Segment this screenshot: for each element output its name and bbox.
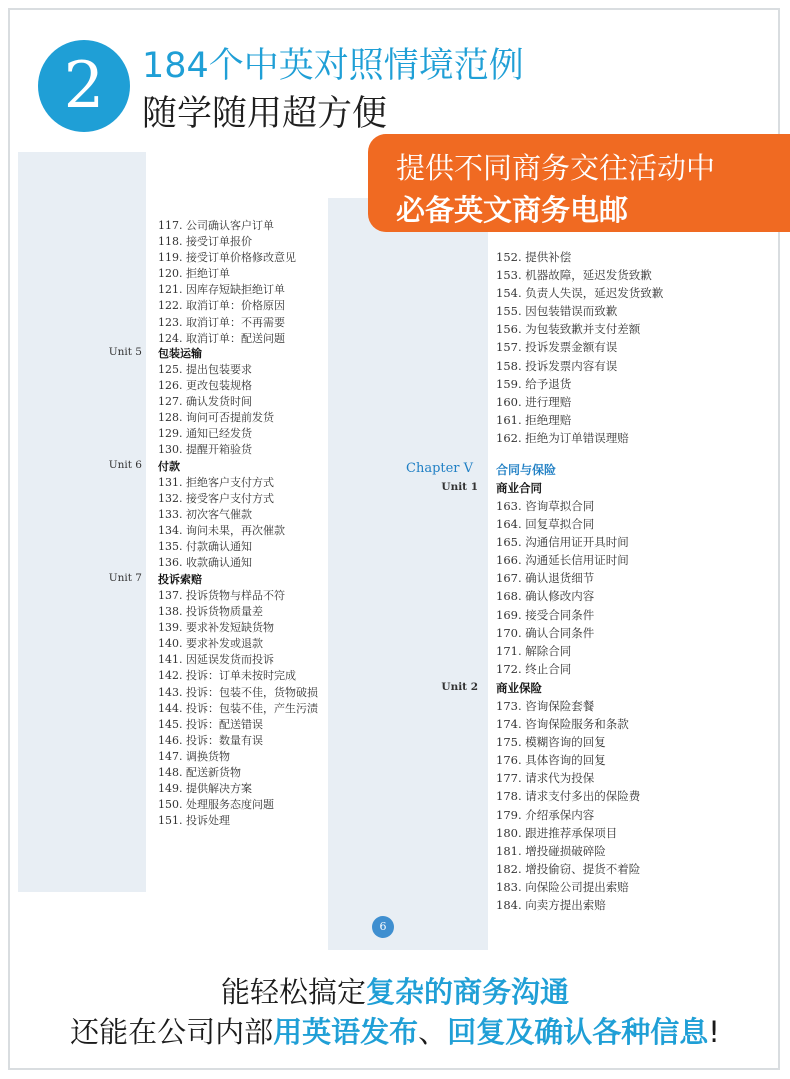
unit-title: 商业合同 bbox=[496, 481, 542, 495]
list-item: 138. 投诉货物质量差 bbox=[158, 605, 263, 619]
right-list-block-c bbox=[496, 697, 640, 914]
list-item: 163. 咨询草拟合同 bbox=[496, 499, 595, 513]
list-item: 131. 拒绝客户支付方式 bbox=[158, 476, 274, 489]
list-item: 137. 投诉货物与样品不符 bbox=[158, 589, 285, 602]
headline-line2: 随学随用超方便 bbox=[142, 94, 388, 134]
right-list-block-a bbox=[496, 248, 663, 447]
list-item: 159. 给予退货 bbox=[496, 376, 572, 391]
list-item: 175. 模糊咨询的回复 bbox=[496, 735, 606, 750]
list-item: 181. 增投碰损破碎险 bbox=[496, 843, 606, 858]
list-item: 184. 向卖方提出索赔 bbox=[496, 898, 606, 913]
list-item: 182. 增投偷窃、提货不着险 bbox=[496, 861, 641, 876]
list-item: 122. 取消订单：价格原因 bbox=[158, 299, 285, 313]
section-number-badge: 2 bbox=[38, 40, 130, 132]
list-item: 120. 拒绝订单 bbox=[158, 267, 230, 281]
footer-line1: 能轻松搞定复杂的商务沟通 bbox=[220, 975, 570, 1009]
chapter-label: Chapter Ⅴ bbox=[406, 461, 474, 476]
list-item: 142. 投诉：订单未按时完成 bbox=[158, 669, 296, 683]
list-item: 140. 要求补发或退款 bbox=[158, 637, 263, 651]
left-list-block-d bbox=[158, 588, 318, 829]
right-page-panel bbox=[328, 198, 488, 950]
list-item: 134. 询问未果，再次催款 bbox=[158, 524, 285, 538]
unit-label: Unit 2 bbox=[441, 681, 478, 693]
list-item: 123. 取消订单：不再需要 bbox=[158, 315, 285, 329]
right-list-block-b bbox=[496, 497, 629, 678]
chapter-title: 合同与保险 bbox=[496, 463, 557, 477]
list-item: 147. 调换货物 bbox=[158, 749, 230, 763]
list-item: 160. 进行理赔 bbox=[496, 394, 572, 409]
list-item: 127. 确认发货时间 bbox=[158, 395, 252, 409]
headline-line1: 184个中英对照情境范例 bbox=[142, 46, 524, 86]
list-item: 152. 提供补偿 bbox=[496, 250, 572, 264]
unit-label: Unit 7 bbox=[108, 572, 142, 584]
list-item: 149. 提供解决方案 bbox=[158, 782, 252, 796]
banner-line1: 提供不同商务交往活动中 bbox=[396, 151, 716, 185]
list-item: 177. 请求代为投保 bbox=[496, 771, 595, 786]
list-item: 144. 投诉：包装不佳，产生污渍 bbox=[158, 701, 318, 715]
list-item: 128. 询问可否提前发货 bbox=[158, 411, 274, 425]
list-item: 145. 投诉：配送错误 bbox=[158, 717, 263, 731]
list-item: 174. 咨询保险服务和条款 bbox=[496, 717, 629, 732]
list-item: 118. 接受订单报价 bbox=[158, 235, 252, 249]
list-item: 125. 提出包装要求 bbox=[158, 363, 252, 376]
list-item: 139. 要求补发短缺货物 bbox=[158, 621, 274, 635]
list-item: 126. 更改包装规格 bbox=[158, 379, 252, 393]
list-item: 124. 取消订单：配送问题 bbox=[158, 331, 285, 345]
unit-title: 商业保险 bbox=[496, 681, 542, 695]
footer-line2: 还能在公司内部用英语发布、回复及确认各种信息! bbox=[70, 1015, 720, 1049]
left-list-block-b bbox=[158, 362, 274, 459]
list-item: 164. 回复草拟合同 bbox=[496, 517, 595, 532]
list-item: 170. 确认合同条件 bbox=[496, 625, 595, 640]
list-item: 129. 通知已经发货 bbox=[158, 427, 252, 441]
left-list-block-c bbox=[158, 475, 285, 572]
list-item: 172. 终止合同 bbox=[496, 661, 572, 676]
list-item: 180. 跟进推荐承保项目 bbox=[496, 825, 618, 840]
list-item: 167. 确认退货细节 bbox=[496, 571, 595, 586]
list-item: 151. 投诉处理 bbox=[158, 814, 230, 828]
list-item: 155. 因包装错误而致歉 bbox=[496, 304, 618, 319]
list-item: 166. 沟通延长信用证时间 bbox=[496, 553, 629, 568]
list-item: 157. 投诉发票金额有误 bbox=[496, 340, 618, 355]
list-item: 168. 确认修改内容 bbox=[496, 589, 595, 604]
unit-title: 包装运输 bbox=[158, 347, 202, 360]
list-item: 119. 接受订单价格修改意见 bbox=[158, 251, 296, 265]
list-item: 156. 为包装致歉并支付差额 bbox=[496, 322, 641, 337]
unit-label: Unit 5 bbox=[108, 346, 142, 358]
page-number: 6 bbox=[372, 916, 394, 938]
list-item: 154. 负责人失误，延迟发货致歉 bbox=[496, 286, 664, 301]
list-item: 136. 收款确认通知 bbox=[158, 556, 252, 570]
list-item: 148. 配送新货物 bbox=[158, 766, 241, 780]
list-item: 132. 接受客户支付方式 bbox=[158, 492, 274, 506]
list-item: 183. 向保险公司提出索赔 bbox=[496, 879, 629, 894]
left-page-panel bbox=[18, 152, 146, 892]
list-item: 130. 提醒开箱验货 bbox=[158, 443, 252, 457]
list-item: 141. 因延误发货而投诉 bbox=[158, 653, 274, 667]
list-item: 178. 请求支付多出的保险费 bbox=[496, 789, 641, 804]
unit-label: Unit 1 bbox=[441, 481, 478, 493]
list-item: 143. 投诉：包装不佳，货物破损 bbox=[158, 685, 318, 699]
list-item: 146. 投诉：数量有误 bbox=[158, 733, 263, 747]
list-item: 121. 因库存短缺拒绝订单 bbox=[158, 283, 285, 297]
orange-banner bbox=[368, 134, 790, 232]
list-item: 135. 付款确认通知 bbox=[158, 540, 252, 554]
list-item: 161. 拒绝理赔 bbox=[496, 412, 572, 427]
list-item: 179. 介绍承保内容 bbox=[496, 807, 595, 822]
unit-label: Unit 6 bbox=[108, 459, 142, 471]
list-item: 133. 初次客气催款 bbox=[158, 508, 252, 522]
list-item: 150. 处理服务态度问题 bbox=[158, 798, 274, 812]
banner-line2: 必备英文商务电邮 bbox=[396, 193, 629, 227]
list-item: 158. 投诉发票内容有误 bbox=[496, 358, 618, 373]
list-item: 173. 咨询保险套餐 bbox=[496, 699, 595, 713]
list-item: 117. 公司确认客户订单 bbox=[158, 219, 274, 232]
list-item: 176. 具体咨询的回复 bbox=[496, 753, 606, 768]
list-item: 169. 接受合同条件 bbox=[496, 607, 595, 622]
list-item: 171. 解除合同 bbox=[496, 643, 572, 658]
list-item: 153. 机器故障，延迟发货致歉 bbox=[496, 268, 652, 283]
list-item: 165. 沟通信用证开具时间 bbox=[496, 535, 629, 550]
list-item: 162. 拒绝为订单错误理赔 bbox=[496, 430, 629, 445]
left-list-block-a bbox=[158, 218, 296, 347]
unit-title: 投诉索赔 bbox=[158, 573, 202, 586]
unit-title: 付款 bbox=[158, 460, 180, 473]
